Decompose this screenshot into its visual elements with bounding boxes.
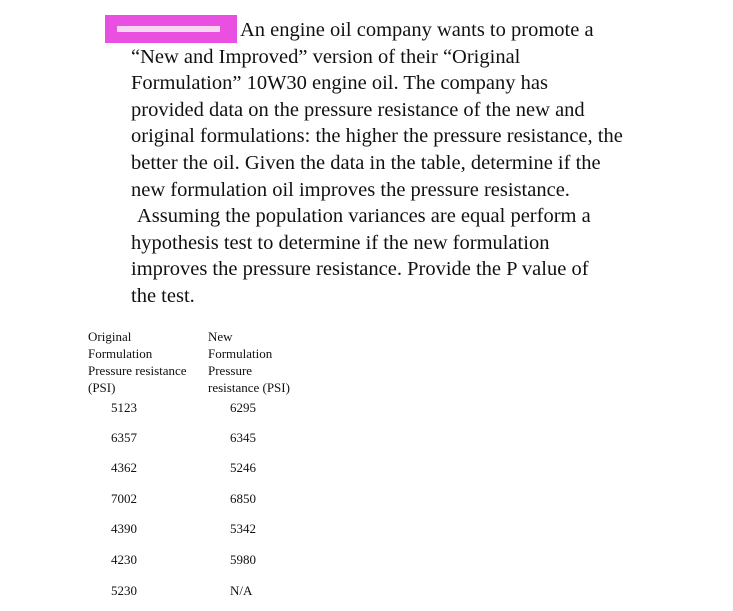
problem-line: Formulation” 10W30 engine oil. The company has — [131, 72, 548, 95]
header-line: Original — [88, 329, 132, 344]
table-cell-new: N/A — [230, 583, 253, 598]
table-cell-original: 6357 — [111, 430, 137, 445]
problem-line: provided data on the pressure resistance of the new and — [131, 98, 585, 121]
header-line: New — [208, 329, 233, 344]
header-line: Formulation — [208, 346, 273, 361]
header-line: Formulation — [88, 346, 153, 361]
problem-line: Assuming the population variances are equal perform a — [137, 205, 591, 228]
problem-line: An engine oil company wants to promote a — [240, 19, 594, 41]
table-cell-new: 5246 — [230, 460, 256, 475]
column-header-original — [88, 328, 187, 396]
table-cell-new: 5980 — [230, 552, 256, 567]
header-line: (PSI) — [88, 380, 116, 395]
problem-line: “New and Improved” version of their “Original — [131, 45, 521, 68]
table-cell-original: 4230 — [111, 552, 137, 567]
problem-line: new formulation oil improves the pressure resistance. — [131, 178, 570, 201]
problem-line: original formulations: the higher the pressure resistance, the — [131, 125, 623, 148]
header-line: Pressure resistance — [88, 363, 187, 378]
problem-line: the test. — [131, 284, 195, 307]
column-header-new — [208, 328, 290, 396]
table-cell-original: 4362 — [111, 460, 137, 475]
table-cell-original: 5123 — [111, 400, 137, 415]
problem-line: improves the pressure resistance. Provide the P value of — [131, 258, 589, 281]
table-cell-original: 4390 — [111, 521, 137, 536]
table-cell-original: 7002 — [111, 491, 137, 506]
header-line: resistance (PSI) — [208, 380, 290, 395]
table-cell-new: 6850 — [230, 491, 256, 506]
table-cell-new: 5342 — [230, 521, 256, 536]
problem-statement — [131, 17, 691, 310]
problem-line: hypothesis test to determine if the new formulation — [131, 231, 550, 254]
header-line: Pressure — [208, 363, 253, 378]
table-cell-new: 6295 — [230, 400, 256, 415]
problem-line: better the oil. Given the data in the table, determine if the — [131, 151, 601, 174]
table-cell-new: 6345 — [230, 430, 256, 445]
table-cell-original: 5230 — [111, 583, 137, 598]
